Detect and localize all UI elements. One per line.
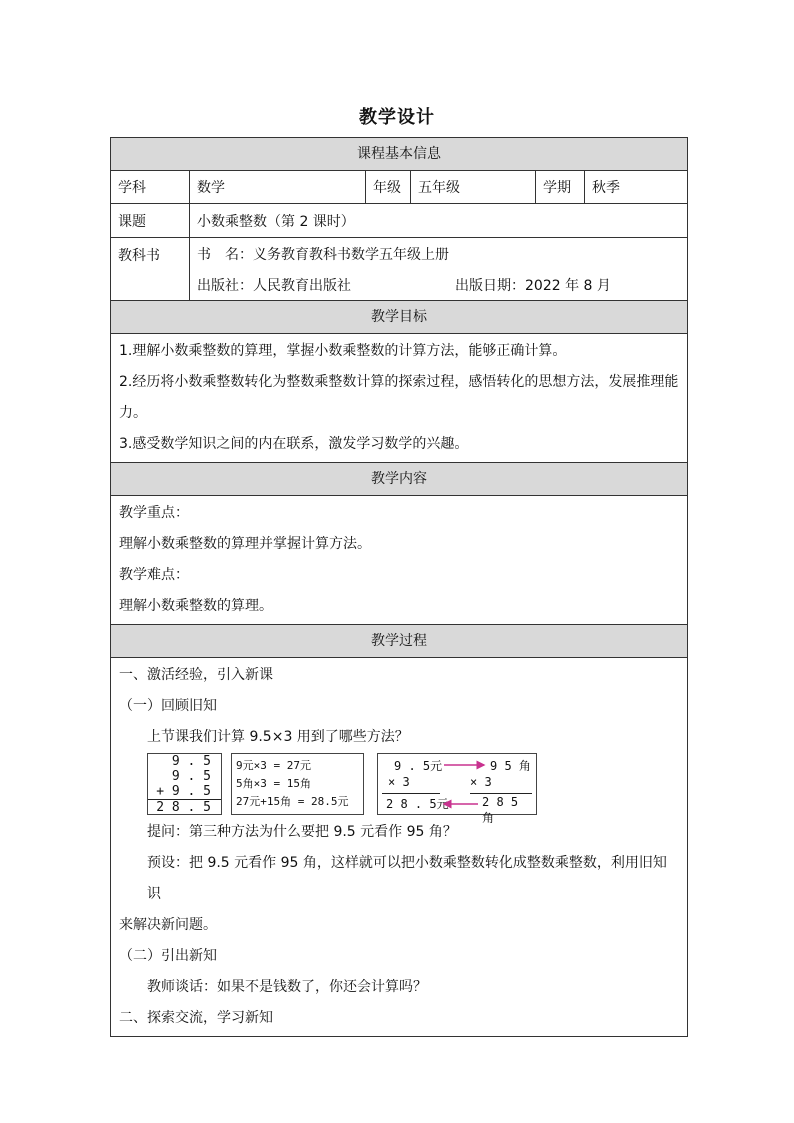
textbook-details xyxy=(190,238,687,300)
difficulty-label: 教学难点： xyxy=(119,567,189,583)
fig-line: 9 5 角 xyxy=(490,759,531,773)
section-header-basic: 课程基本信息 xyxy=(111,138,687,171)
topic-value: 小数乘整数（第 2 课时） xyxy=(197,213,355,230)
term-label: 学期 xyxy=(536,171,585,203)
grade-label: 年级 xyxy=(366,171,411,203)
content-body xyxy=(111,496,687,625)
ask-text: 提问：第三种方法为什么要把 9.5 元看作 95 角？ xyxy=(147,824,457,840)
info-row xyxy=(111,171,687,204)
preset-text: 预设：把 9.5 元看作 95 角，这样就可以把小数乘整数转化成整数乘整数，利用旧知识 xyxy=(147,855,667,902)
arrows xyxy=(378,754,538,816)
goal-item: 力。 xyxy=(119,405,147,421)
page-title: 教学设计 xyxy=(359,107,435,128)
fig-line: 9 . 5 xyxy=(171,754,211,769)
question-text: 上节课我们计算 9.5×3 用到了哪些方法？ xyxy=(147,729,409,745)
preset-text-cont: 来解决新问题。 xyxy=(119,917,217,933)
key-point-label: 教学重点： xyxy=(119,505,189,521)
textbook-row xyxy=(111,238,687,301)
section-header-process: 教学过程 xyxy=(111,625,687,658)
section-header-goals: 教学目标 xyxy=(111,301,687,334)
substep-heading: （一）回顾旧知 xyxy=(119,698,217,714)
fig-line: × 3 xyxy=(470,775,492,789)
fig-line: + 9 . 5 xyxy=(148,784,221,800)
lesson-table xyxy=(110,137,688,1037)
book-name: 书 名：义务教育教科书数学五年级上册 xyxy=(197,246,449,263)
term-value: 秋季 xyxy=(592,180,620,196)
topic-label: 课题 xyxy=(111,204,190,237)
fig-line: 2 8 5 角 xyxy=(482,795,519,825)
topic-row xyxy=(111,204,687,238)
substep-heading: （二）引出新知 xyxy=(119,948,217,964)
subject-label: 学科 xyxy=(111,171,190,203)
process-body xyxy=(111,658,687,1036)
fig-line: × 3 xyxy=(388,775,410,789)
fig-line: 2 8 . 5元 xyxy=(386,797,449,811)
method-figures xyxy=(111,753,687,825)
goals-body xyxy=(111,334,687,463)
goal-item: 1.理解小数乘整数的算理，掌握小数乘整数的计算方法，能够正确计算。 xyxy=(119,343,567,359)
fig-line: 9 . 5元 xyxy=(394,759,443,773)
goal-item: 3.感受数学知识之间的内在联系，激发学习数学的兴趣。 xyxy=(119,436,469,452)
conversion-arrow-figure xyxy=(377,753,537,825)
fig-line: 9元×3 = 27元 xyxy=(236,759,311,772)
publisher-line xyxy=(197,275,687,295)
teacher-talk: 教师谈话：如果不是钱数了，你还会计算吗？ xyxy=(147,979,427,995)
subject-value: 数学 xyxy=(190,171,366,203)
difficulty: 理解小数乘整数的算理。 xyxy=(119,598,273,614)
fig-line: 9 . 5 xyxy=(171,769,211,784)
fig-line: 27元+15角 = 28.5元 xyxy=(236,795,349,808)
fig-line: 5角×3 = 15角 xyxy=(236,777,311,790)
key-point: 理解小数乘整数的算理并掌握计算方法。 xyxy=(119,536,371,552)
fig-line: 2 8 . 5 xyxy=(156,800,211,815)
unit-conversion-figure xyxy=(231,753,364,815)
publish-date: 出版日期：2022 年 8 月 xyxy=(455,277,611,294)
step-heading: 二、探索交流，学习新知 xyxy=(119,1010,273,1026)
section-header-content: 教学内容 xyxy=(111,463,687,496)
step-heading: 一、激活经验，引入新课 xyxy=(119,667,273,683)
addition-figure xyxy=(147,753,222,815)
publisher: 出版社：人民教育出版社 xyxy=(197,277,351,294)
goal-item: 2.经历将小数乘整数转化为整数乘整数计算的探索过程，感悟转化的思想方法，发展推理能 xyxy=(119,374,679,390)
grade-value: 五年级 xyxy=(411,171,536,203)
textbook-label: 教科书 xyxy=(111,238,190,300)
